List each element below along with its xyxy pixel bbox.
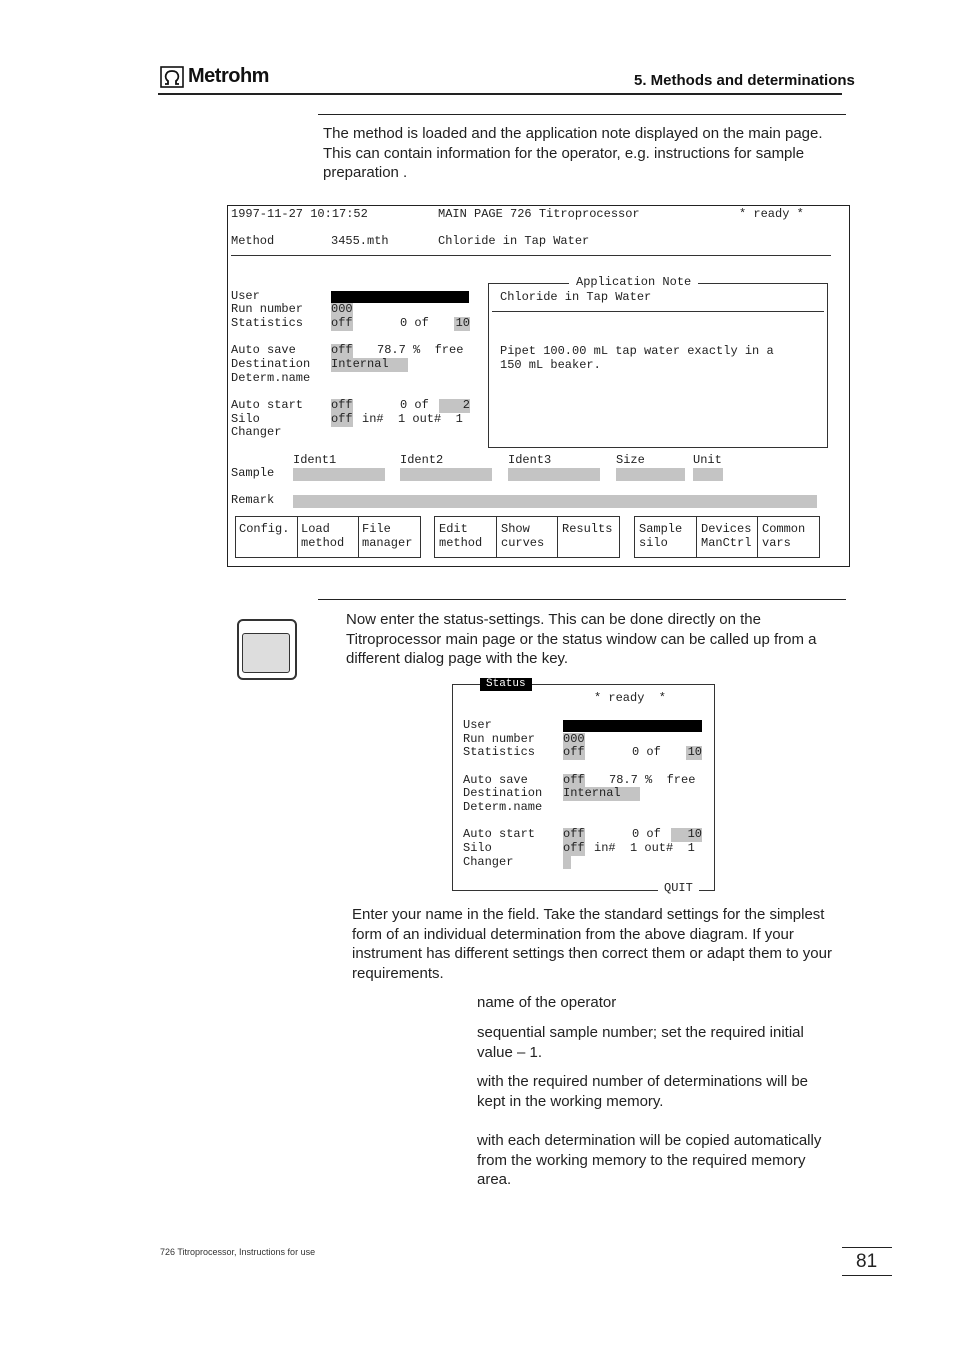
statistics-of: 0 of xyxy=(400,316,429,330)
status-window-ready: * ready * xyxy=(594,691,667,705)
sw-statistics-of: 0 of xyxy=(632,745,661,759)
silo-field[interactable]: off xyxy=(331,412,353,426)
sw-run-number-label: Run number xyxy=(463,732,536,746)
common-vars-button[interactable]: Common vars xyxy=(757,517,819,557)
config-button[interactable]: Config. xyxy=(239,522,290,536)
divider-2 xyxy=(318,599,846,600)
statistics-count-field[interactable]: 10 xyxy=(455,316,470,330)
load-method-button[interactable]: Load method xyxy=(297,517,359,557)
remark-label: Remark xyxy=(231,493,275,507)
intro-paragraph: The method is loaded and the application note displayed on the main page. This can contain information for the operator, e.g. instructions for sample preparation . xyxy=(323,125,823,181)
sw-auto-start-label: Auto start xyxy=(463,827,536,841)
sw-run-number-field[interactable]: 000 xyxy=(563,732,585,746)
sw-statistics-label: Statistics xyxy=(463,745,536,759)
method-file: 3455.mth xyxy=(331,234,389,248)
status-window-title: Status xyxy=(480,678,532,691)
brand-name: Metrohm xyxy=(188,65,269,87)
file-manager-button[interactable]: File manager xyxy=(358,517,420,557)
sw-user-field[interactable] xyxy=(563,720,702,732)
ready-status: * ready * xyxy=(739,207,804,221)
auto-save-description: with each determination will be copied automatically from the working memory to the required memory area. xyxy=(477,1132,822,1188)
show-curves-button[interactable]: Show curves xyxy=(496,517,558,557)
sw-auto-save-label: Auto save xyxy=(463,773,528,787)
method-label: Method xyxy=(231,234,275,248)
run-number-field[interactable]: 000 xyxy=(331,302,353,316)
silo-label: Silo xyxy=(231,412,260,426)
auto-start-label: Auto start xyxy=(231,398,304,412)
sw-determ-name-label: Determ.name xyxy=(463,800,543,814)
run-number-description: sequential sample number; set the required initial value – 1. xyxy=(477,1024,804,1061)
size-label: Size xyxy=(616,453,645,467)
app-note-rule xyxy=(492,311,824,312)
quit-button[interactable]: QUIT xyxy=(658,882,699,896)
sw-silo-field[interactable]: off xyxy=(563,841,585,855)
status-key-icon xyxy=(237,619,297,680)
sample-label: Sample xyxy=(231,466,275,480)
main-page-screen xyxy=(227,205,850,567)
instruction-paragraph: Enter your name in the field. Take the standard settings for the simplest form of an individual determination from the above diagram. If your instrument has different settings then correct them or adapt them to your requirements. xyxy=(352,906,832,982)
devices-manctrl-button[interactable]: Devices ManCtrl xyxy=(696,517,758,557)
sw-auto-start-field[interactable]: off xyxy=(563,827,585,841)
unit-field[interactable] xyxy=(693,468,723,481)
statistics-label: Statistics xyxy=(231,316,304,330)
app-note-title: Application Note xyxy=(569,276,698,290)
sw-auto-start-of: 0 of xyxy=(632,827,661,841)
application-note-box xyxy=(488,275,828,448)
main-page-title: MAIN PAGE 726 Titroprocessor xyxy=(438,207,640,221)
remark-field[interactable] xyxy=(293,495,817,508)
sw-silo-in-out: in# 1 out# 1 xyxy=(594,841,695,855)
button-group-2 xyxy=(434,516,620,558)
run-number-label: Run number xyxy=(231,302,304,316)
sw-statistics-count-field[interactable]: 10 xyxy=(687,745,702,759)
ident3-label: Ident3 xyxy=(508,453,552,467)
sample-silo-button[interactable]: Sample silo xyxy=(639,522,683,550)
sw-auto-start-count-field[interactable]: 10 xyxy=(671,828,702,842)
sw-auto-save-field[interactable]: off xyxy=(563,773,585,787)
auto-save-label: Auto save xyxy=(231,343,296,357)
sw-destination-label: Destination xyxy=(463,786,543,800)
user-label: User xyxy=(231,289,260,303)
datetime: 1997-11-27 10:17:52 xyxy=(231,207,368,221)
auto-start-field[interactable]: off xyxy=(331,398,353,412)
results-button[interactable]: Results xyxy=(557,517,619,557)
page-number-rule-bottom xyxy=(842,1275,892,1276)
ident2-label: Ident2 xyxy=(400,453,444,467)
ident3-field[interactable] xyxy=(508,468,600,481)
ident1-label: Ident1 xyxy=(293,453,337,467)
sw-destination-field[interactable]: Internal xyxy=(563,787,640,801)
button-group-3 xyxy=(634,516,820,558)
size-field[interactable] xyxy=(616,468,685,481)
omega-icon xyxy=(160,66,184,88)
status-window xyxy=(452,678,715,895)
status-intro-paragraph: Now enter the status-settings. This can be done directly on the Titroprocessor main page or the status window can be called up from a different dialog page with the key. xyxy=(346,611,817,667)
auto-start-of: 0 of xyxy=(400,398,429,412)
destination-field[interactable]: Internal xyxy=(331,358,408,372)
statistics-field[interactable]: off xyxy=(331,316,353,330)
auto-save-field[interactable]: off xyxy=(331,343,353,357)
page-number-rule xyxy=(842,1247,892,1248)
app-note-line-2: 150 mL beaker. xyxy=(500,358,601,372)
silo-in-out: in# 1 out# 1 xyxy=(362,412,463,426)
footer-document-title: 726 Titroprocessor, Instructions for use xyxy=(160,1247,316,1257)
auto-save-free: 78.7 % free xyxy=(377,343,464,357)
button-group-1 xyxy=(235,516,421,558)
sw-changer-field[interactable] xyxy=(563,856,571,869)
app-note-line-1: Pipet 100.00 mL tap water exactly in a xyxy=(500,344,774,358)
app-note-heading: Chloride in Tap Water xyxy=(500,290,652,304)
sw-changer-label: Changer xyxy=(463,855,514,869)
statistics-description: with the required number of determinations will be kept in the working memory. xyxy=(477,1073,809,1110)
method-rule xyxy=(231,255,831,256)
ident2-field[interactable] xyxy=(400,468,492,481)
auto-start-count-field[interactable]: 2 xyxy=(439,399,470,413)
determ-name-label: Determ.name xyxy=(231,371,311,385)
method-name: Chloride in Tap Water xyxy=(438,234,590,248)
edit-method-button[interactable]: Edit method xyxy=(439,522,483,550)
header-rule xyxy=(158,93,842,95)
sw-auto-save-free: 78.7 % free xyxy=(609,773,696,787)
changer-label: Changer xyxy=(231,425,282,439)
sw-silo-label: Silo xyxy=(463,841,492,855)
ident1-field[interactable] xyxy=(293,468,385,481)
page-number: 81 xyxy=(856,1251,878,1272)
unit-label: Unit xyxy=(693,453,722,467)
sw-user-label: User xyxy=(463,718,492,732)
section-title: 5. Methods and determinations xyxy=(634,72,855,89)
divider-1 xyxy=(318,114,846,115)
sw-statistics-field[interactable]: off xyxy=(563,745,585,759)
destination-label: Destination xyxy=(231,357,311,371)
user-description: name of the operator xyxy=(477,994,617,1011)
